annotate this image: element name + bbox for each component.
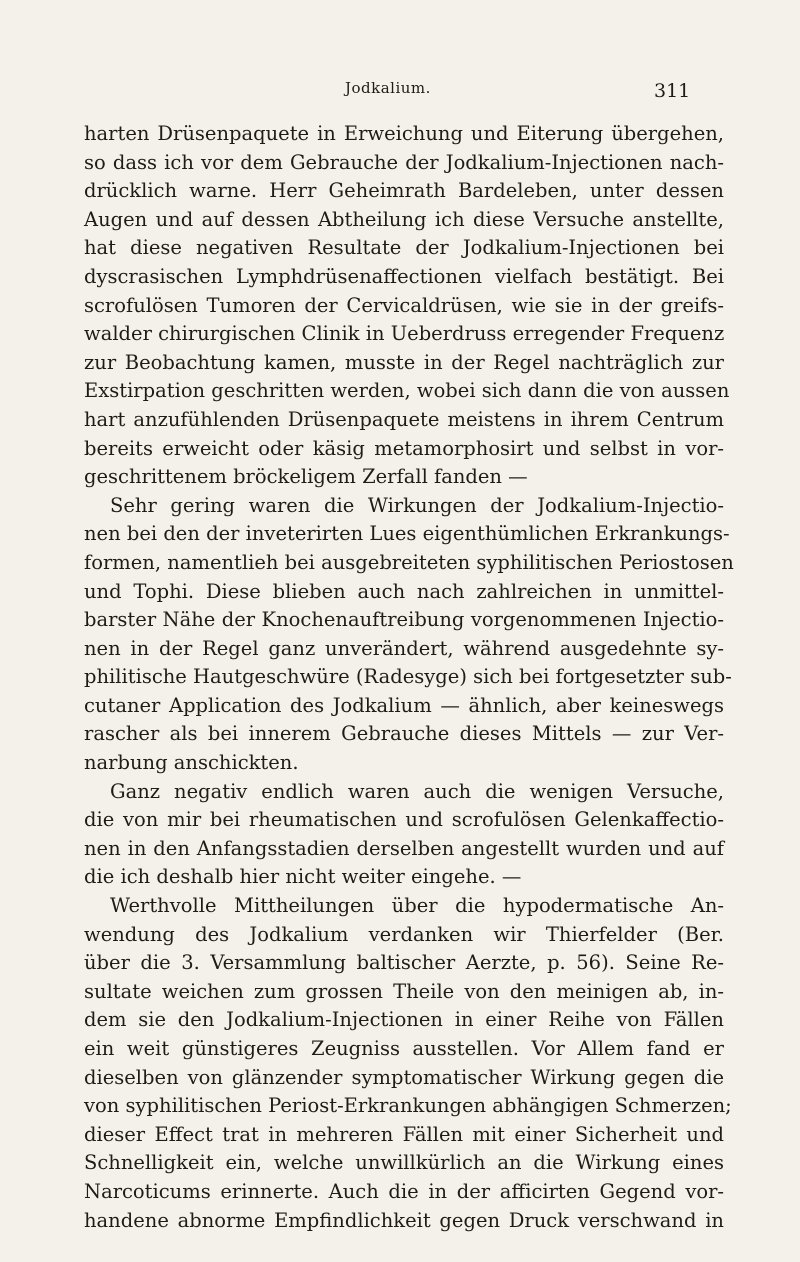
text-line: dieselben von glänzender symptomatischer Wirkung gegen die <box>84 1065 724 1089</box>
text-line: dyscrasischen Lymphdrüsenaffectionen vielfach bestätigt. Bei <box>84 264 724 288</box>
text-line: die von mir bei rheumatischen und scrofulösen Gelenkaffectio- <box>84 808 724 832</box>
body-text <box>84 120 734 1235</box>
text-line: nen in den Anfangsstadien derselben angestellt wurden und auf <box>84 836 724 860</box>
text-line: formen, namentlieh bei ausgebreiteten syphilitischen Periostosen <box>84 550 734 574</box>
text-line: bereits erweicht oder käsig metamorphosirt und selbst in vor- <box>84 436 724 460</box>
text-line: zur Beobachtung kamen, musste in der Regel nachträglich zur <box>84 350 724 374</box>
text-line: sultate weichen zum grossen Theile von den meinigen ab, in- <box>84 979 724 1003</box>
text-line: dieser Effect trat in mehreren Fällen mit einer Sicherheit und <box>84 1122 724 1146</box>
text-line: von syphilitischen Periost-Erkrankungen abhängigen Schmerzen; <box>84 1094 732 1118</box>
text-line: narbung anschickten. <box>84 751 299 775</box>
text-line: hart anzufühlenden Drüsenpaquete meistens in ihrem Centrum <box>84 407 724 431</box>
text-line: Sehr gering waren die Wirkungen der Jodkalium-Injectio- <box>110 493 724 517</box>
text-line: und Tophi. Diese blieben auch nach zahlreichen in unmittel- <box>84 579 724 603</box>
text-line: cutaner Application des Jodkalium — ähnlich, aber keineswegs <box>84 693 724 717</box>
text-line: Werthvolle Mittheilungen über die hypodermatische An- <box>110 894 724 918</box>
text-line: scrofulösen Tumoren der Cervicaldrüsen, wie sie in der greifs- <box>84 293 724 317</box>
text-line: walder chirurgischen Clinik in Ueberdruss erregender Frequenz <box>84 322 725 346</box>
page-number: 311 <box>654 80 691 102</box>
text-line: hat diese negativen Resultate der Jodkalium-Injectionen bei <box>84 236 724 260</box>
text-line: wendung des Jodkalium verdanken wir Thierfelder (Ber. <box>84 922 724 946</box>
text-line: geschrittenem bröckeligem Zerfall fanden — <box>84 465 528 489</box>
text-line: ein weit günstigeres Zeugniss ausstellen. Vor Allem fand er <box>84 1037 724 1060</box>
text-line: Schnelligkeit ein, welche unwillkürlich an die Wirkung eines <box>84 1151 724 1175</box>
text-line: handene abnorme Empfindlichkeit gegen Druck verschwand in <box>84 1208 724 1232</box>
text-line: Augen und auf dessen Abtheilung ich diese Versuche anstellte, <box>84 207 724 231</box>
text-line: die ich deshalb hier nicht weiter eingehe. — <box>84 865 522 889</box>
text-line: dem sie den Jodkalium-Injectionen in einer Reihe von Fällen <box>84 1008 724 1032</box>
text-line: über die 3. Versammlung baltischer Aerzte, p. 56). Seine Re- <box>84 951 724 975</box>
text-line: so dass ich vor dem Gebrauche der Jodkalium-Injectionen nach- <box>84 150 724 174</box>
text-line: rascher als bei innerem Gebrauche dieses Mittels — zur Ver- <box>84 722 724 746</box>
text-line: Narcoticums erinnerte. Auch die in der afficirten Gegend vor- <box>84 1179 724 1203</box>
text-line: philitische Hautgeschwüre (Radesyge) sich bei fortgesetzter sub- <box>84 665 732 689</box>
text-line: barster Nähe der Knochenauftreibung vorgenommenen Injectio- <box>84 608 724 632</box>
text-line: Ganz negativ endlich waren auch die wenigen Versuche, <box>110 779 724 803</box>
text-line: drücklich warne. Herr Geheimrath Bardeleben, unter dessen <box>84 179 724 203</box>
text-line: nen in der Regel ganz unverändert, während ausgedehnte sy- <box>84 636 724 660</box>
text-line: harten Drüsenpaquete in Erweichung und Eiterung übergehen, <box>84 122 724 145</box>
text-line: nen bei den der inveterirten Lues eigenthümlichen Erkrankungs- <box>84 522 730 546</box>
running-title: Jodkalium. <box>345 79 431 97</box>
text-line: Exstirpation geschritten werden, wobei sich dann die von aussen <box>84 379 730 403</box>
